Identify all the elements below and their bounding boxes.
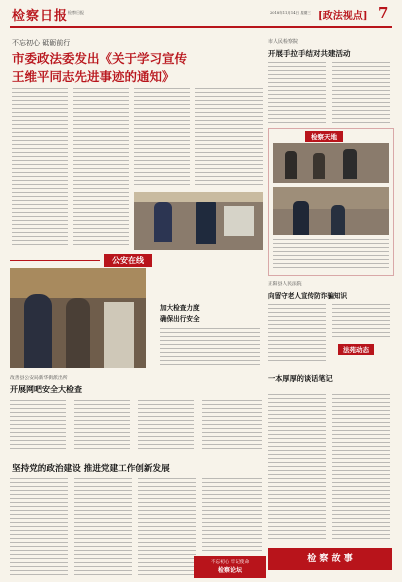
bottom-col-4	[202, 478, 262, 554]
check-photo-2	[273, 187, 389, 235]
network-col-2	[74, 400, 130, 452]
bottom-col-2	[74, 478, 132, 578]
traffic-text	[160, 328, 260, 368]
network-check-title: 开展网吧安全大检查	[10, 384, 82, 394]
check-box	[268, 128, 394, 276]
page-number: 7	[378, 4, 389, 22]
masthead-date: 2018年11月14日 星期三	[270, 11, 311, 15]
lead-photo	[134, 192, 263, 250]
masthead	[0, 0, 402, 30]
right-top-title: 开展手拉手结对共建活动	[268, 49, 351, 58]
network-check-article	[10, 372, 266, 456]
lead-title-1: 市委政法委发出《关于学习宣传	[12, 51, 188, 66]
court-kicker: 正阳县人民法院	[268, 282, 302, 287]
masthead-logo: 检察日报	[12, 9, 69, 24]
story-banner: 检 察 故 事	[268, 548, 392, 570]
section-label: [政法视点]	[318, 11, 368, 22]
lead-article	[10, 32, 266, 252]
masthead-meta: 检察日报	[68, 10, 84, 15]
network-col-3	[138, 400, 194, 452]
bottom-col-1	[10, 478, 68, 578]
check-caption	[273, 239, 389, 271]
forum-banner-line1: 不忘初心 牢记使命	[210, 560, 250, 565]
public-security-section	[10, 254, 266, 372]
right-top-kicker: 市人民检察院	[268, 39, 299, 45]
right-top-col-2	[332, 62, 390, 124]
right-top-article	[268, 32, 392, 126]
public-security-photo	[10, 268, 146, 368]
right-top-col-1	[268, 62, 326, 124]
court-article	[268, 276, 392, 366]
court-label: 法苑动态	[338, 344, 374, 355]
talk-col-1	[268, 394, 326, 542]
talk-col-2	[332, 394, 390, 542]
public-security-label: 公安在线	[104, 254, 152, 267]
traffic-title-1: 加大检查力度	[160, 304, 200, 312]
lead-col-1	[12, 88, 68, 248]
check-box-label: 检察天地	[305, 131, 343, 142]
talk-article	[268, 368, 392, 544]
court-col-1	[268, 304, 326, 364]
forum-banner-line2: 检察论坛	[217, 567, 242, 574]
bottom-title: 坚持党的政治建设 推进党建工作创新发展	[12, 464, 170, 474]
network-col-1	[10, 400, 66, 452]
lead-col-4	[195, 88, 263, 188]
lead-title-2: 王维平同志先进事迹的通知》	[12, 69, 175, 84]
court-col-2	[332, 304, 390, 340]
network-check-kicker: 改善县公安局新华街派出所	[10, 376, 68, 381]
court-title: 向留守老人宣传防诈骗知识	[268, 292, 348, 300]
network-col-4	[202, 400, 262, 452]
lead-col-2	[73, 88, 129, 248]
lead-col-3	[134, 88, 190, 188]
talk-title: 一本厚厚的谈话笔记	[268, 374, 333, 383]
bottom-article	[10, 458, 266, 580]
bottom-col-3	[138, 478, 196, 578]
lead-kicker: 不忘初心 砥砺前行	[12, 39, 71, 47]
check-photo-1	[273, 143, 389, 183]
traffic-title-2: 确保出行安全	[160, 315, 200, 323]
public-security-rule	[10, 260, 100, 261]
masthead-rule	[10, 26, 392, 28]
forum-banner	[194, 556, 266, 578]
